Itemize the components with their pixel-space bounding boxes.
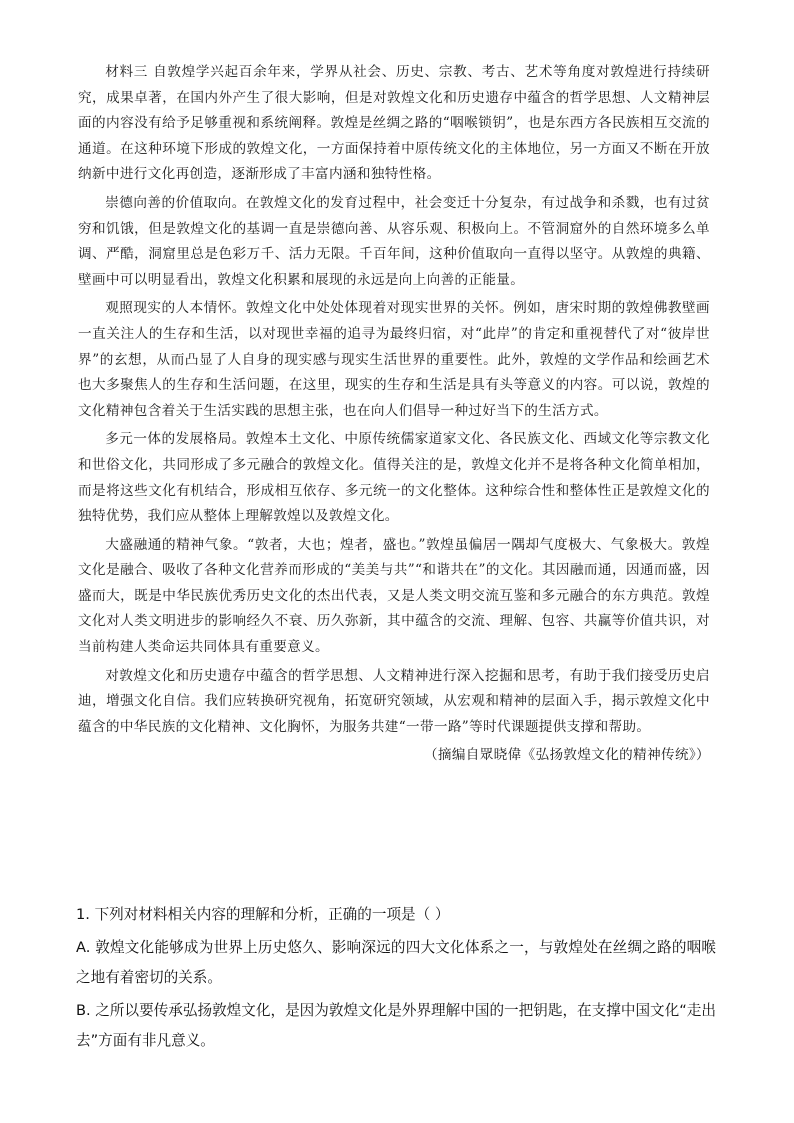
material-paragraph: 崇德向善的价值取向。在敦煌文化的发育过程中，社会变迁十分复杂，有过战争和杀戮，也有过贫穷和饥饿，但是敦煌文化的基调一直是崇德向善、从容乐观、积极向上。不管洞窟外的自然环境多么单调、严酷，洞窟里总是色彩万千、活力无限。千百年间，这种价值取向一直得以坚守。从敦煌的典籍、壁画中可以明显看出，敦煌文化积累和展现的永远是向上向善的正能量。 bbox=[78, 194, 710, 288]
option-a: A. 敦煌文化能够成为世界上历史悠久、影响深远的四大文化体系之一，与敦煌处在丝绸之路的咽喉之地有着密切的关系。 bbox=[76, 938, 716, 987]
material-paragraph: 观照现实的人本情怀。敦煌文化中处处体现着对现实世界的关怀。例如，唐宋时期的敦煌佛教壁画一直关注人的生存和生活，以对现世幸福的追寻为最终归宿，对“此岸”的肯定和重视替代了对“彼岸世界”的玄想，从而凸显了人自身的现实感与现实生活世界的重要性。此外，敦煌的文学作品和绘画艺术也大多聚焦人的生存和生活问题，在这里，现实的生存和生活是具有头等意义的内容。可以说，敦煌的文化精神包含着关于生活实践的思想主张，也在向人们倡导一种过好当下的生活方式。 bbox=[78, 300, 710, 419]
option-b: B. 之所以要传承弘扬敦煌文化，是因为敦煌文化是外界理解中国的一把钥匙，在支撑中国文化“走出去”方面有非凡意义。 bbox=[76, 1001, 716, 1050]
material-paragraph: 大盛融通的精神气象。“敦者，大也；煌者，盛也。”敦煌虽偏居一隅却气度极大、气象极大。敦煌文化是融合、吸收了各种文化营养而形成的“美美与共”“和谐共在”的文化。其因融而通，因通而盛，因盛而大，既是中华民族优秀历史文化的杰出代表，又是人类文明交流互鉴和多元融合的东方典范。敦煌文化对人类文明进步的影响经久不衰、历久弥新，其中蕴含的交流、理解、包容、共赢等价值共识，对当前构建人类命运共同体具有重要意义。 bbox=[78, 536, 710, 656]
material-paragraph: 材料三 自敦煌学兴起百余年来，学界从社会、历史、宗教、考古、艺术等角度对敦煌进行持续研究，成果卓著，在国内外产生了很大影响，但是对敦煌文化和历史遗存中蕴含的哲学思想、人文精神层面的内容没有给予足够重视和系统阐释。敦煌是丝绸之路的“咽喉锁钥”，也是东西方各民族相互交流的通道。在这种环境下形成的敦煌文化，一方面保持着中原传统文化的主体地位，另一方面又不断在开放纳新中进行文化再创造，逐渐形成了丰富内涵和独特性格。 bbox=[78, 64, 710, 183]
question-block bbox=[76, 900, 716, 1057]
question-stem: 1. 下列对材料相关内容的理解和分析，正确的一项是（ ） bbox=[76, 906, 450, 923]
reading-material bbox=[78, 60, 710, 768]
source-citation: （摘编自眾晓偉《弘扬敦煌文化的精神传统》） bbox=[423, 747, 710, 764]
material-paragraph: 多元一体的发展格局。敦煌本土文化、中原传统儒家道家文化、各民族文化、西域文化等宗教文化和世俗文化，共同形成了多元融合的敦煌文化。值得关注的是，敦煌文化并不是将各种文化简单相加，而是将这些文化有机结合，形成相互依存、多元统一的文化整体。这种综合性和整体性正是敦煌文化的独特优势，我们应从整体上理解敦煌以及敦煌文化。 bbox=[78, 431, 710, 525]
material-paragraph: 对敦煌文化和历史遗存中蕴含的哲学思想、人文精神进行深入挖掘和思考，有助于我们接受历史启迪，增强文化自信。我们应转换研究视角，拓宽研究领域，从宏观和精神的层面入手，揭示敦煌文化中蕴含的中华民族的文化精神、文化胸怀，为服务共建“一带一路”等时代课题提供支撑和帮助。 bbox=[78, 667, 710, 735]
